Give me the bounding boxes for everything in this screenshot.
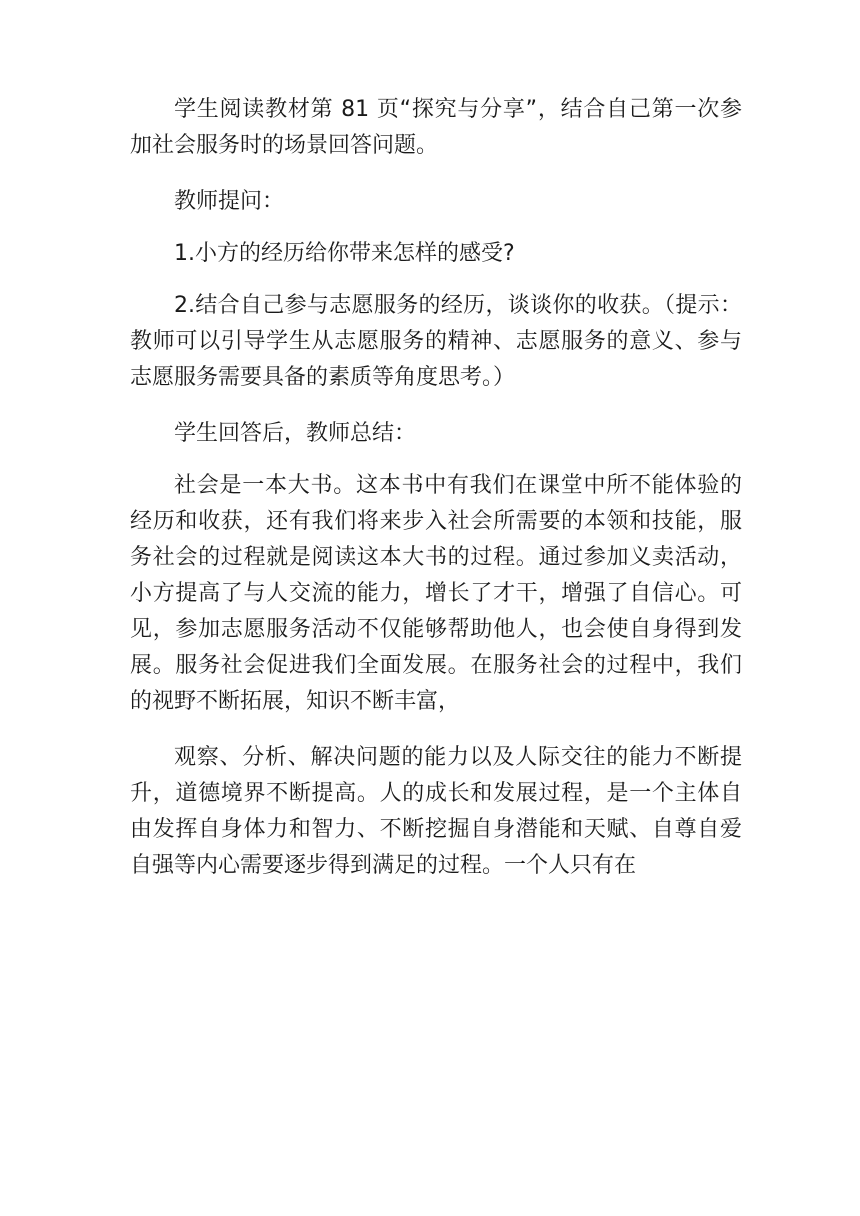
paragraph-continuation: 观察、分析、解决问题的能力以及人际交往的能力不断提升，道德境界不断提高。人的成长和发展过程，是一个主体自由发挥自身体力和智力、不断挖掘自身潜能和天赋、自尊自爱自强等内心需要逐步得到满足的过程。一个人只有在	[130, 745, 742, 878]
paragraph-teacher-question-heading: 教师提问：	[174, 189, 285, 214]
paragraph-question-2: 2.结合自己参与志愿服务的经历，谈谈你的收获。（提示：教师可以引导学生从志愿服务的精神、志愿服务的意义、参与志愿服务需要具备的素质等角度思考。）	[130, 293, 742, 390]
paragraph-reading-task: 学生阅读教材第 81 页“探究与分享”，结合自己第一次参加社会服务时的场景回答问题。	[130, 97, 742, 158]
document-page	[130, 92, 742, 904]
paragraph-question-1: 1.小方的经历给你带来怎样的感受?	[174, 241, 515, 266]
paragraph-summary-heading: 学生回答后，教师总结：	[174, 421, 417, 446]
paragraph-summary-body: 社会是一本大书。这本书中有我们在课堂中所不能体验的经历和收获，还有我们将来步入社会所需要的本领和技能，服务社会的过程就是阅读这本大书的过程。通过参加义卖活动，小方提高了与人交流的能力，增长了才干，增强了自信心。可见，参加志愿服务活动不仅能够帮助他人，也会使自身得到发展。服务社会促进我们全面发展。在服务社会的过程中，我们的视野不断拓展，知识不断丰富，	[130, 473, 742, 714]
